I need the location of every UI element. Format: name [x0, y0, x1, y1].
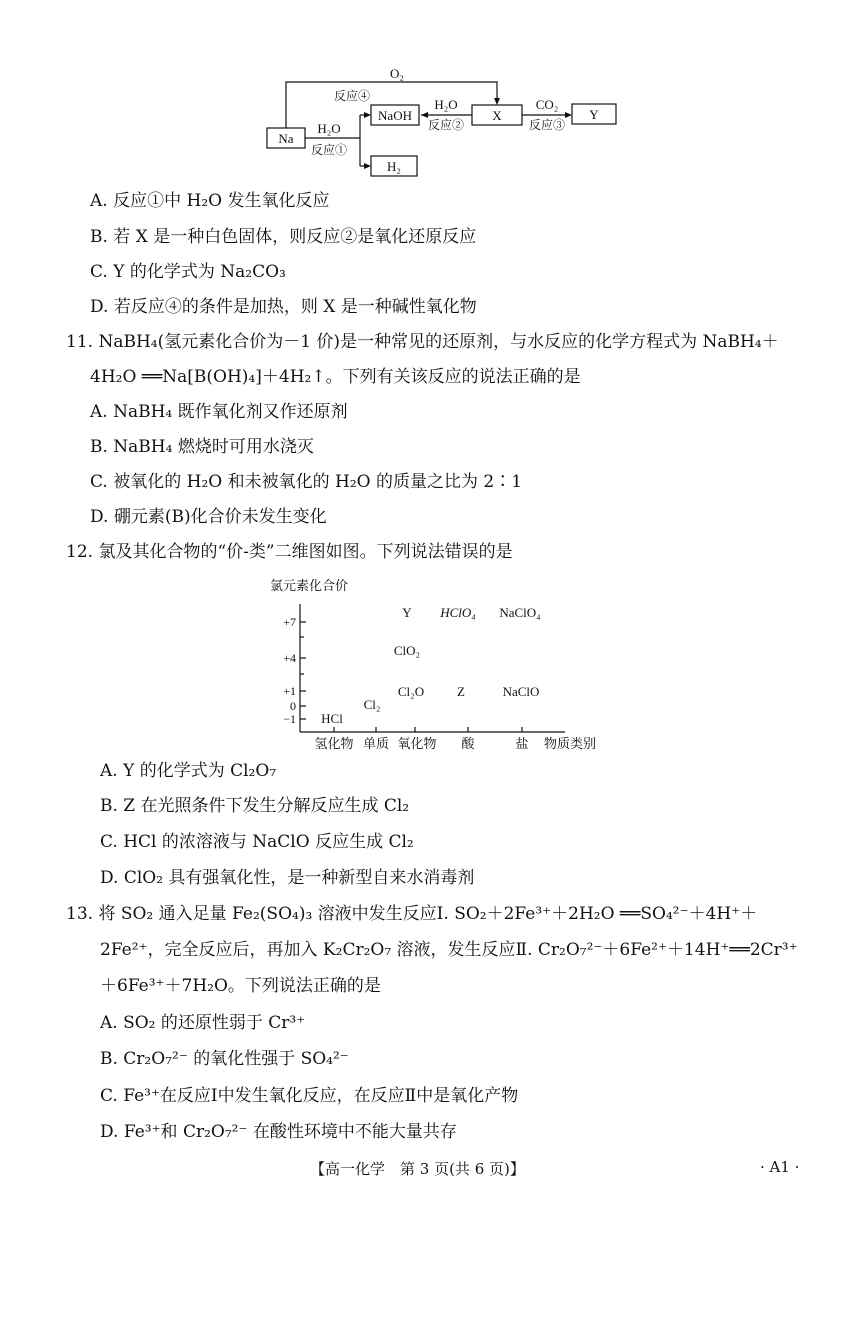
- q12-stem: 12. 氯及其化合物的“价-类”二维图如图。下列说法错误的是: [66, 542, 513, 562]
- point-clo2: ClO₂: [393, 643, 421, 658]
- q12-option-c: C. HCl 的浓溶液与 NaClO 反应生成 Cl₂: [100, 832, 414, 852]
- point-naclo4: NaClO₄: [499, 605, 541, 620]
- y-label: Y: [589, 107, 599, 122]
- q12-option-a: A. Y 的化学式为 Cl₂O₇: [100, 761, 277, 781]
- q13-stem-line2: 2Fe²⁺，完全反应后，再加入 K₂Cr₂O₇ 溶液，发生反应Ⅱ. Cr₂O₇²⁻＋6Fe²⁺＋14H⁺══2Cr³⁺: [100, 940, 798, 960]
- na-label: Na: [278, 131, 294, 146]
- reaction3-label: 反应③: [528, 118, 566, 132]
- reaction1-label: 反应①: [310, 143, 348, 157]
- page-footer: 【高一化学 第 3 页(共 6 页)】: [310, 1160, 525, 1178]
- x-label: X: [492, 108, 502, 123]
- q11-option-c: C. 被氧化的 H₂O 和未被氧化的 H₂O 的质量之比为 2∶1: [90, 472, 523, 492]
- q10-option-c: C. Y 的化学式为 Na₂CO₃: [90, 262, 286, 282]
- q11-option-d: D. 硼元素(B)化合价未发生变化: [90, 507, 327, 527]
- q11-option-b: B. NaBH₄ 燃烧时可用水浇灭: [90, 437, 314, 457]
- q13-option-d: D. Fe³⁺和 Cr₂O₇²⁻ 在酸性环境中不能大量共存: [100, 1122, 457, 1142]
- point-cl2o: Cl₂O: [397, 684, 425, 699]
- reaction-diagram: [260, 62, 630, 182]
- q13-stem-line3: ＋6Fe³⁺＋7H₂O。下列说法正确的是: [100, 976, 381, 996]
- q13-stem-line1: 13. 将 SO₂ 通入足量 Fe₂(SO₄)₃ 溶液中发生反应Ⅰ. SO₂＋2Fe³⁺＋2H₂O ══SO₄²⁻＋4H⁺＋: [66, 904, 758, 924]
- valence-class-chart: [260, 574, 630, 754]
- point-z: Z: [457, 684, 465, 699]
- xtick-element: 单质: [362, 736, 390, 751]
- co2-label: CO₂: [535, 97, 559, 112]
- q11-option-a: A. NaBH₄ 既作氧化剂又作还原剂: [90, 402, 348, 422]
- point-hclo4: HClO₄: [440, 605, 476, 620]
- q13-option-b: B. Cr₂O₇²⁻ 的氧化性强于 SO₄²⁻: [100, 1049, 349, 1069]
- q13-option-a: A. SO₂ 的还原性弱于 Cr³⁺: [100, 1013, 306, 1033]
- chart-xlabel: 物质类别: [543, 736, 597, 751]
- point-cl2: Cl₂: [363, 697, 381, 712]
- q11-stem-line2: 4H₂O ══Na[B(OH)₄]＋4H₂↑。下列有关该反应的说法正确的是: [90, 367, 581, 387]
- reaction2-label: 反应②: [427, 118, 465, 132]
- o2-label: O₂: [390, 66, 404, 81]
- ytick-plus1: +1: [283, 684, 296, 698]
- ytick-0: 0: [290, 699, 296, 713]
- point-naclo: NaClO: [502, 684, 540, 699]
- h2o-left-label: H₂O: [317, 121, 341, 136]
- h2-label: H₂: [387, 159, 401, 174]
- q10-option-d: D. 若反应④的条件是加热，则 X 是一种碱性氧化物: [90, 297, 477, 317]
- q10-option-a: A. 反应①中 H₂O 发生氧化反应: [90, 191, 330, 211]
- q12-option-d: D. ClO₂ 具有强氧化性，是一种新型自来水消毒剂: [100, 868, 475, 888]
- xtick-hydride: 氢化物: [314, 736, 354, 751]
- h2o-top-label: H₂O: [434, 97, 458, 112]
- xtick-acid: 酸: [461, 736, 475, 751]
- q13-option-c: C. Fe³⁺在反应Ⅰ中发生氧化反应，在反应Ⅱ中是氧化产物: [100, 1086, 519, 1106]
- point-y: Y: [402, 605, 412, 620]
- reaction4-label: 反应④: [333, 89, 371, 103]
- xtick-oxide: 氧化物: [397, 736, 437, 751]
- xtick-salt: 盐: [515, 736, 529, 751]
- page-code: · A1 ·: [760, 1158, 800, 1176]
- point-hcl: HCl: [321, 711, 343, 726]
- q10-option-b: B. 若 X 是一种白色固体，则反应②是氧化还原反应: [90, 227, 477, 247]
- q12-option-b: B. Z 在光照条件下发生分解反应生成 Cl₂: [100, 796, 410, 816]
- ytick-minus1: −1: [283, 712, 296, 726]
- chart-ylabel: 氯元素化合价: [270, 578, 349, 593]
- q11-stem-line1: 11. NaBH₄(氢元素化合价为－1 价)是一种常见的还原剂，与水反应的化学方程式为 NaBH₄＋: [66, 332, 779, 352]
- naoh-label: NaOH: [378, 108, 412, 123]
- ytick-plus7: +7: [283, 615, 296, 629]
- ytick-plus4: +4: [283, 651, 296, 665]
